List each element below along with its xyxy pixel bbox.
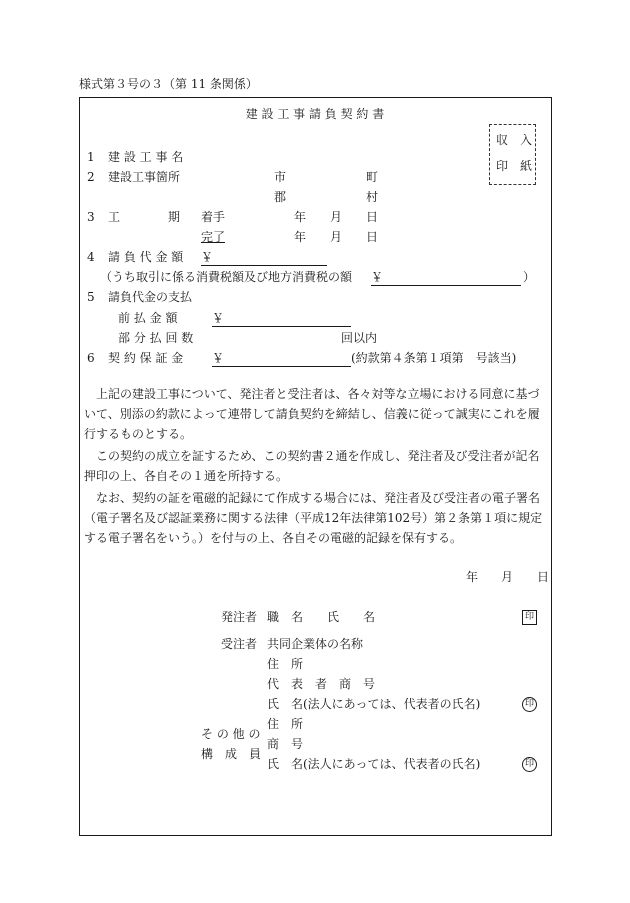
seal-round-icon: 印 bbox=[522, 757, 537, 772]
electronic-record-paragraph: なお、契約の証を電磁的記録にて作成する場合には、発注者及び受注者の電子署名（電子署名及び認証業務に関する法律（平成12年法律第102号）第２条第１項に規定する電子署名をいう。）を付与の上、各自その電磁的記録を保有する。 bbox=[84, 491, 543, 545]
representative-trade-label: 代 表 者 商 号 bbox=[267, 677, 376, 691]
village-label: 村 bbox=[366, 190, 379, 204]
address-label: 住 所 bbox=[267, 657, 304, 671]
date-month: 月 bbox=[501, 570, 514, 584]
end-day: 日 bbox=[366, 230, 379, 244]
execution-paragraph: この契約の成立を証するため、この契約書２通を作成し、発注者及び受注者が記名押印の上、各自その１通を所持する。 bbox=[84, 449, 540, 483]
item-number: 2 bbox=[87, 170, 95, 184]
document-title: 建 設 工 事 請 負 契 約 書 bbox=[245, 107, 385, 121]
other-members-label-2: 構 成 員 bbox=[201, 747, 262, 761]
other-name-label: 氏 名(法人にあっては、代表者の氏名) bbox=[267, 757, 481, 771]
term-label-b: 期 bbox=[168, 210, 181, 224]
advance-payment-label: 前 払 金 額 bbox=[118, 311, 178, 325]
tax-note-open: （うち取引に係る消費税額及び地方消費税の額 bbox=[100, 270, 353, 284]
term-label-a: 工 bbox=[108, 210, 121, 224]
stamp-label-line2: 印 紙 bbox=[496, 159, 533, 173]
date-day: 日 bbox=[537, 570, 550, 584]
guarantee-amount-line bbox=[212, 366, 351, 367]
jv-name-label: 共同企業体の名称 bbox=[267, 637, 364, 651]
construction-name-label: 建 設 工 事 名 bbox=[108, 150, 184, 164]
county-label: 郡 bbox=[274, 190, 287, 204]
payment-label: 請負代金の支払 bbox=[108, 290, 193, 304]
agreement-paragraph: 上記の建設工事について、発注者と受注者は、各々対等な立場における同意に基づいて、別添の約款によって連帯して請負契約を締結し、信義に従って誠実にこれを履行するものとする。 bbox=[84, 387, 540, 441]
town-label: 町 bbox=[366, 170, 379, 184]
item-number: 6 bbox=[87, 351, 95, 365]
contract-amount-label: 請 負 代 金 額 bbox=[108, 250, 184, 264]
other-address-label: 住 所 bbox=[267, 717, 304, 731]
item-number: 5 bbox=[87, 290, 95, 304]
form-label: 様式第３号の３（第 11 条関係） bbox=[79, 77, 258, 91]
stamp-label-line1: 収 入 bbox=[496, 133, 533, 147]
construction-site-label: 建設工事箇所 bbox=[108, 170, 181, 184]
end-year: 年 bbox=[294, 230, 307, 244]
guarantee-note: (約款第４条第１項第 号該当) bbox=[351, 351, 517, 365]
date-year: 年 bbox=[466, 570, 479, 584]
partial-payment-label: 部 分 払 回 数 bbox=[118, 331, 194, 345]
advance-yen-sign: ￥ bbox=[212, 311, 225, 325]
item-number: 3 bbox=[87, 210, 95, 224]
start-day: 日 bbox=[366, 210, 379, 224]
tax-amount-line bbox=[371, 285, 521, 286]
item-number: 4 bbox=[87, 250, 95, 264]
start-year: 年 bbox=[294, 210, 307, 224]
orderer-label: 発注者 bbox=[221, 610, 258, 624]
other-trade-label: 商 号 bbox=[267, 737, 304, 751]
guarantee-label: 契 約 保 証 金 bbox=[108, 351, 184, 365]
other-members-label-1: そ の 他 の bbox=[201, 727, 261, 741]
guarantee-yen-sign: ￥ bbox=[212, 351, 225, 365]
tax-note-close: ） bbox=[523, 270, 536, 284]
representative-name-label: 氏 名(法人にあっては、代表者の氏名) bbox=[267, 697, 481, 711]
end-month: 月 bbox=[330, 230, 343, 244]
seal-square-icon: 印 bbox=[522, 610, 537, 625]
start-label: 着手 bbox=[201, 210, 226, 224]
start-month: 月 bbox=[330, 210, 343, 224]
seal-round-icon: 印 bbox=[522, 697, 537, 712]
contract-amount-line bbox=[201, 265, 327, 266]
item-number: 1 bbox=[87, 150, 95, 164]
partial-payment-suffix: 回以内 bbox=[341, 331, 378, 345]
tax-yen-sign: ￥ bbox=[371, 270, 384, 284]
end-label: 完了 bbox=[201, 230, 226, 244]
contractor-label: 受注者 bbox=[221, 637, 258, 651]
city-label: 市 bbox=[274, 170, 287, 184]
advance-amount-line bbox=[212, 326, 351, 327]
orderer-fields: 職 名 氏 名 bbox=[267, 610, 376, 624]
yen-sign: ￥ bbox=[201, 250, 214, 264]
